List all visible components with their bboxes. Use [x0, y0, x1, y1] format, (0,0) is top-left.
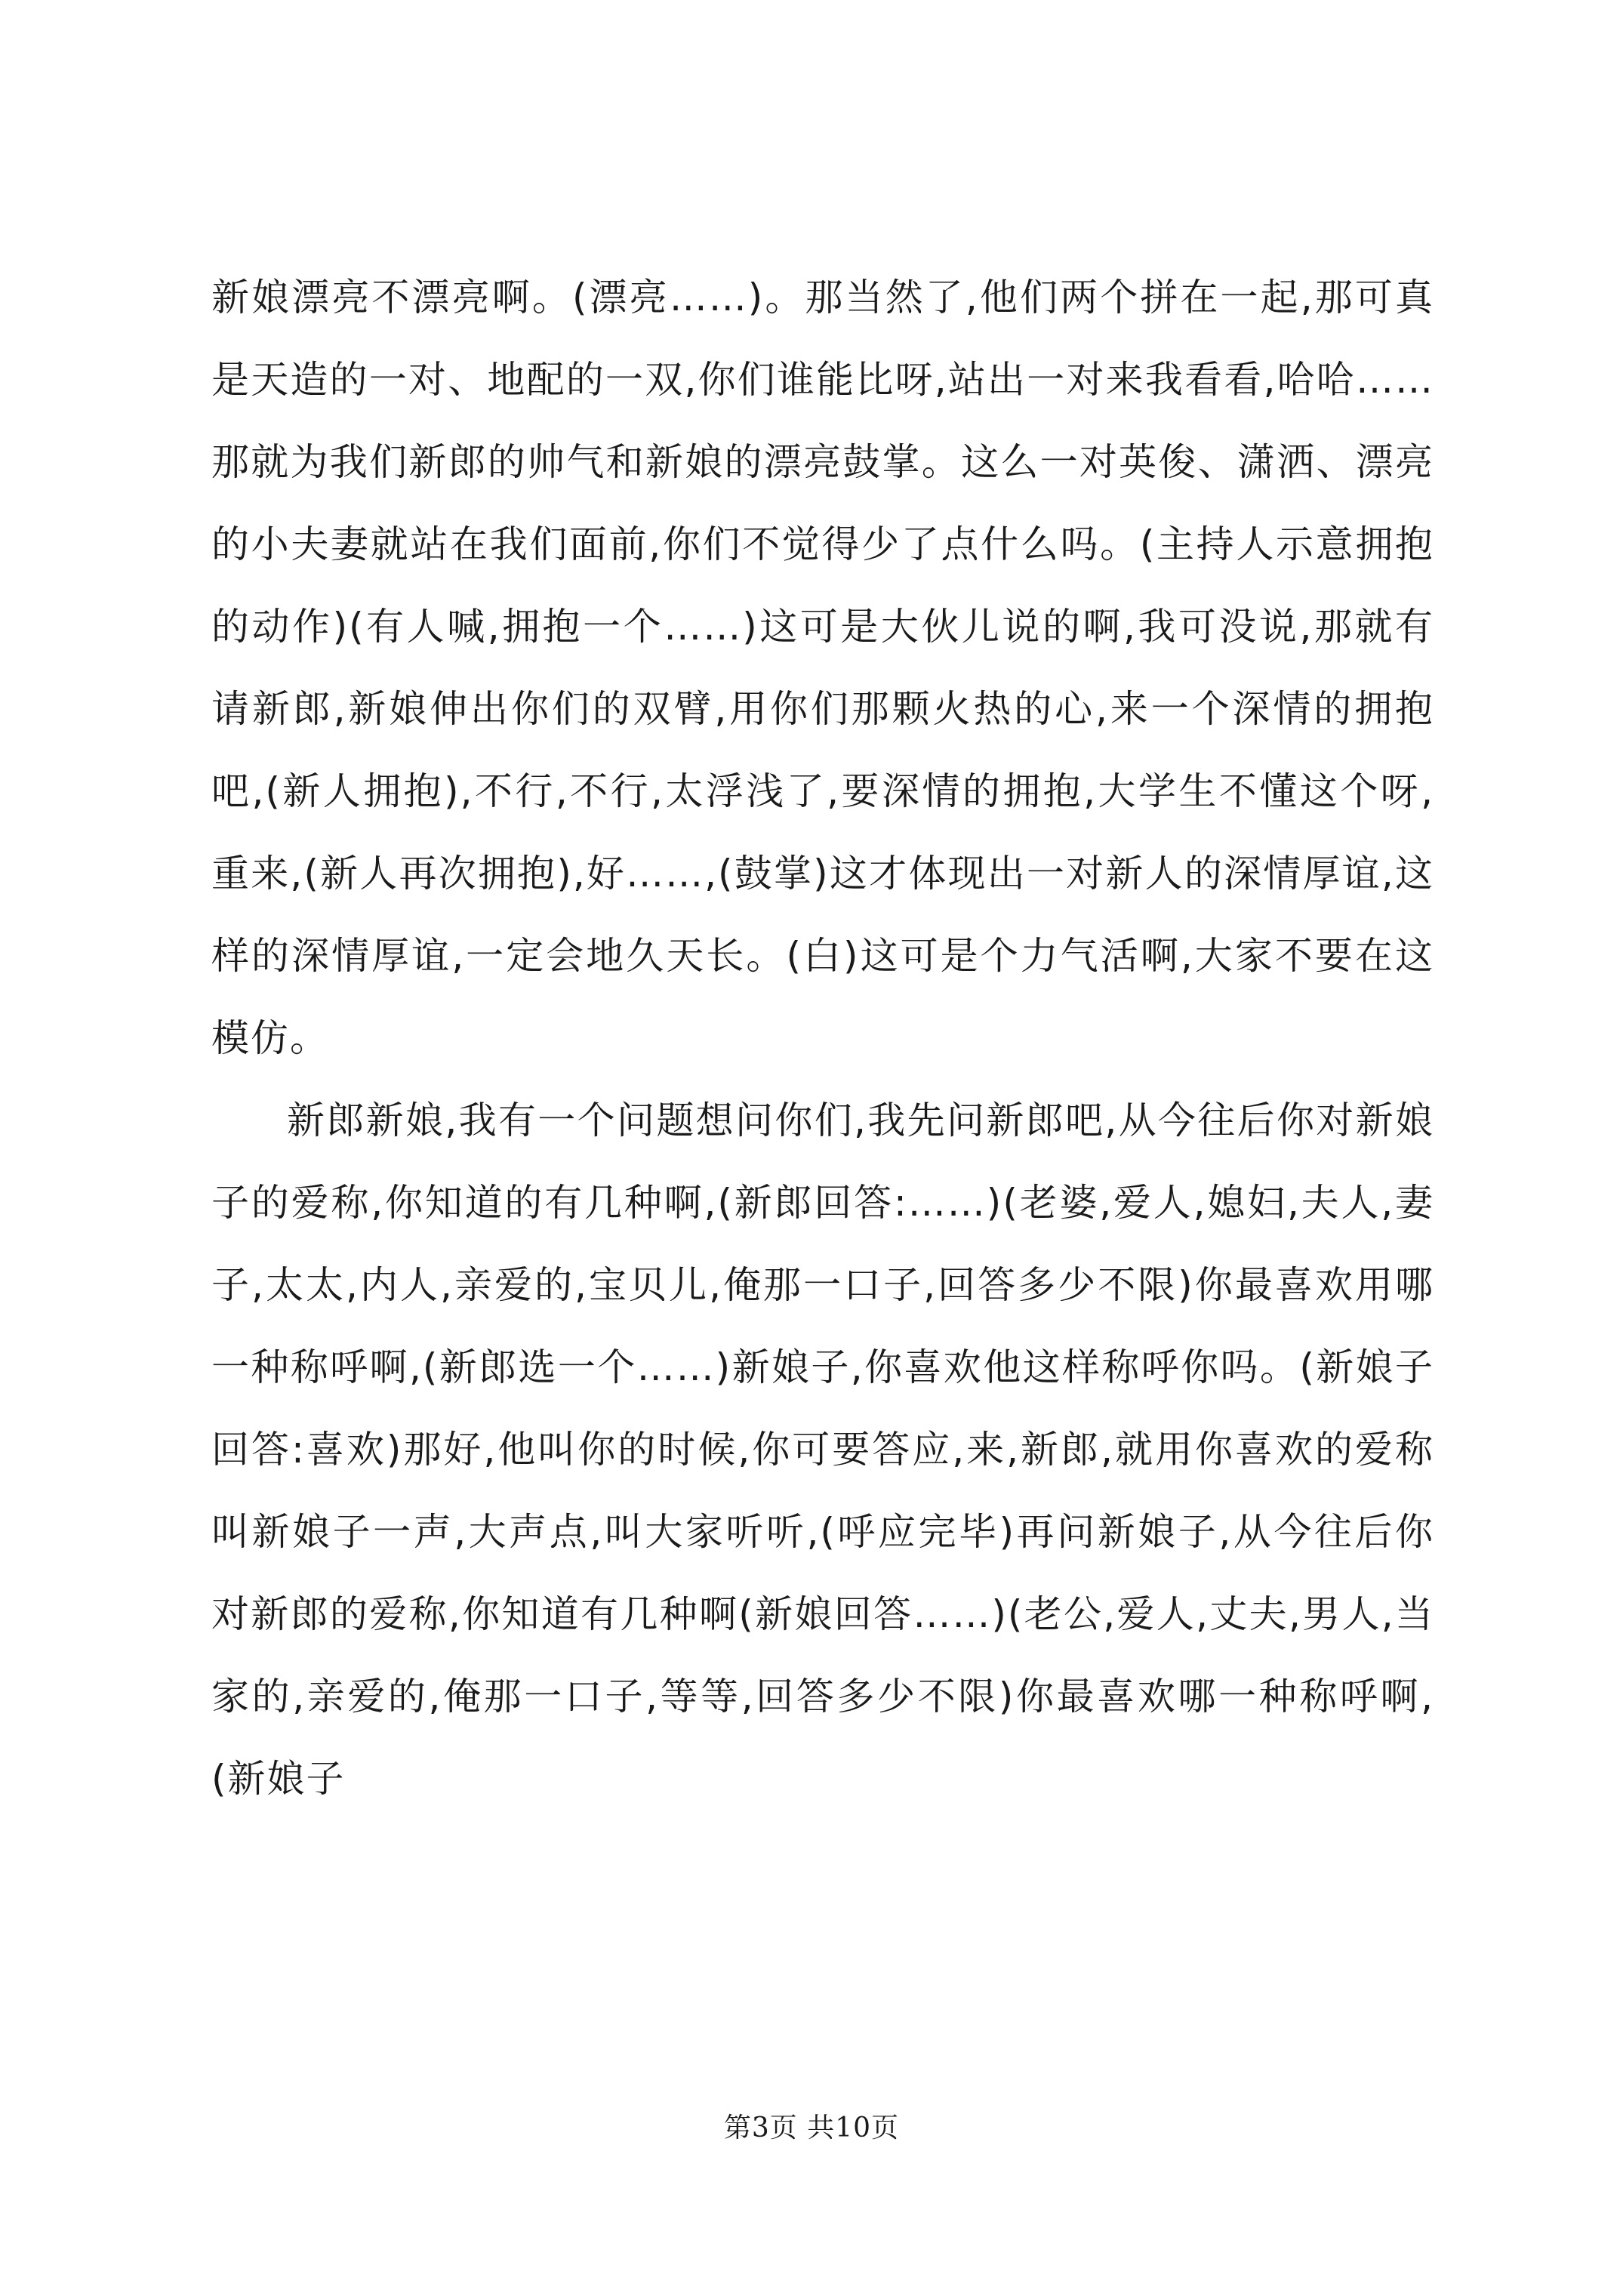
document-body [211, 257, 1434, 1820]
paragraph-1: 新娘漂亮不漂亮啊。(漂亮……)。那当然了,他们两个拼在一起,那可真是天造的一对、地配的一双,你们谁能比呀,站出一对来我看看,哈哈……那就为我们新郎的帅气和新娘的漂亮鼓掌。这么一对英俊、潇洒、漂亮的小夫妻就站在我们面前,你们不觉得少了点什么吗。(主持人示意拥抱的动作)(有人喊,拥抱一个……)这可是大伙儿说的啊,我可没说,那就有请新郎,新娘伸出你们的双臂,用你们那颗火热的心,来一个深情的拥抱吧,(新人拥抱),不行,不行,太浮浅了,要深情的拥抱,大学生不懂这个呀,重来,(新人再次拥抱),好……,(鼓掌)这才体现出一对新人的深情厚谊,这样的深情厚谊,一定会地久天长。(白)这可是个力气活啊,大家不要在这模仿。 [211, 276, 1434, 1060]
page-footer: 第3页 共10页 [723, 2113, 900, 2143]
paragraph-2: 新郎新娘,我有一个问题想问你们,我先问新郎吧,从今往后你对新娘子的爱称,你知道的有几种啊,(新郎回答:……)(老婆,爱人,媳妇,夫人,妻子,太太,内人,亲爱的,宝贝儿,俺那一口子,回答多少不限)你最喜欢用哪一种称呼啊,(新郎选一个……)新娘子,你喜欢他这样称呼你吗。(新娘子回答:喜欢)那好,他叫你的时候,你可要答应,来,新郎,就用你喜欢的爱称叫新娘子一声,大声点,叫大家听听,(呼应完毕)再问新娘子,从今往后你对新郎的爱称,你知道有几种啊(新娘回答……)(老公,爱人,丈夫,男人,当家的,亲爱的,俺那一口子,等等,回答多少不限)你最喜欢哪一种称呼啊,(新娘子 [211, 1099, 1434, 1801]
